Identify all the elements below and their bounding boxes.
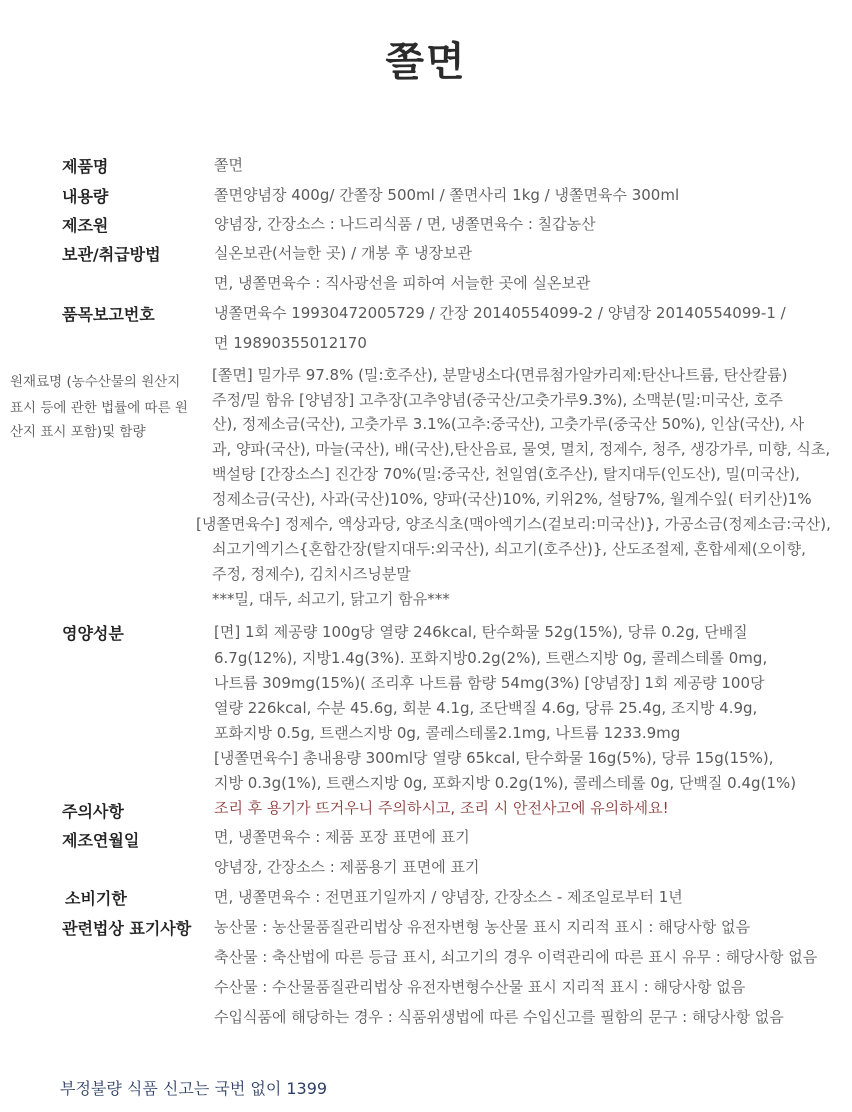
ingredients-line: 산), 정제소금(국산), 고춧가루 3.1%(고추:중국산), 고춧가루(중국산 50%), 인삼(국산), 사 [212, 415, 805, 433]
legal-line: 축산물 : 축산법에 따른 등급 표시, 쇠고기의 경우 이력관리에 따른 표시 유무 : 해당사항 없음 [214, 948, 818, 966]
mfg-date-label: 제조연월일 [62, 831, 140, 850]
nutrition-line: [냉쫄면육수] 총내용량 300ml당 열량 65kcal, 탄수화물 16g(5%), 당류 15g(15%), [214, 749, 774, 767]
contents-label: 내용량 [62, 187, 109, 206]
page-title: 쫄면 [385, 39, 467, 85]
nutrition-line: 지방 0.3g(1%), 트랜스지방 0g, 포화지방 0.2g(1%), 콜레스테롤 0g, 단백질 0.4g(1%) [214, 774, 797, 792]
nutrition-line: 나트륨 309mg(15%)( 조리후 나트륨 함량 54mg(3%) [양념장] 1회 제공량 100당 [214, 674, 765, 692]
ingredients-label-line: 원재료명 (농수산물의 원산지 [10, 374, 181, 390]
report-hotline-footer: 부정불량 식품 신고는 국번 없이 1399 [60, 1079, 328, 1098]
report-number-label: 품목보고번호 [62, 305, 155, 324]
ingredients-line: 주정/밀 함유 [양념장] 고추장(고추양념(중국산/고춧가루9.3%), 소맥분(밀:미국산, 호주 [212, 391, 783, 409]
manufacturer-value: 양념장, 간장소스 : 나드리식품 / 면, 냉쫄면육수 : 칠갑농산 [214, 215, 596, 233]
ingredients-label-line: 표시 등에 관한 법률에 따른 원 [10, 400, 188, 416]
nutrition-line: [면] 1회 제공량 100g당 열량 246kcal, 탄수화물 52g(15%), 당류 0.2g, 단배질 [214, 623, 748, 641]
ingredients-line: 정제소금(국산), 사과(국산)10%, 양파(국산)10%, 키위2%, 설탕7%, 월계수잎( 터키산)1% [212, 490, 812, 508]
legal-line: 농산물 : 농산물품질관리법상 유전자변형 농산물 표시 지리적 표시 : 해당사항 없음 [214, 918, 750, 936]
nutrition-line: 6.7g(12%), 지방1.4g(3%). 포화지방0.2g(2%), 트랜스지방 0g, 콜레스테롤 0mg, [214, 649, 768, 667]
contents-value: 쫄면양념장 400g/ 간쫄장 500ml / 쫄면사리 1kg / 냉쫄면육수 300ml [214, 186, 680, 204]
ingredients-label-line: 산지 표시 포함)및 함량 [10, 424, 146, 440]
caution-value: 조리 후 용기가 뜨거우니 주의하시고, 조리 시 안전사고에 유의하세요! [214, 799, 669, 817]
mfg-date-line: 면, 냉쫄면육수 : 제품 포장 표면에 표기 [214, 828, 470, 846]
expiry-label: 소비기한 [65, 889, 127, 908]
product-name-label: 제품명 [62, 157, 109, 176]
storage-label: 보관/취급방법 [62, 245, 161, 264]
storage-value-line: 실온보관(서늘한 곳) / 개봉 후 냉장보관 [214, 244, 472, 262]
product-name-value: 쫄면 [214, 156, 243, 174]
caution-label: 주의사항 [62, 802, 124, 821]
legal-line: 수산물 : 수산물품질관리법상 유전자변형수산물 표시 지리적 표시 : 해당사항 없음 [214, 978, 746, 996]
ingredients-line: 주정, 정제수), 김치시즈닝분말 [212, 565, 411, 583]
manufacturer-label: 제조원 [62, 216, 109, 235]
ingredients-line: [냉쫄면육수] 정제수, 액상과당, 양조식초(맥아엑기스(겉보리:미국산)}, 가공소금(정제소금:국산), [196, 515, 831, 533]
mfg-date-line: 양념장, 간장소스 : 제품용기 표면에 표기 [214, 858, 480, 876]
legal-line: 수입식품에 해당하는 경우 : 식품위생법에 따른 수입신고를 필함의 문구 : 해당사항 없음 [214, 1008, 784, 1026]
report-number-line: 면 19890355012170 [214, 334, 367, 352]
ingredients-line: [쫄면] 밀가루 97.8% (밀:호주산), 분말냉소다(면류첨가알카리제:탄산나트륨, 탄산칼륨) [212, 366, 788, 384]
report-number-line: 냉쫄면육수 19930472005729 / 간장 20140554099-2 / 양념장 20140554099-1 / [214, 304, 786, 322]
storage-value-line: 면, 냉쫄면육수 : 직사광선을 피하여 서늘한 곳에 실온보관 [214, 274, 591, 292]
ingredients-line: 과, 양파(국산), 마늘(국산), 배(국산),탄산음료, 물엿, 멸치, 정제수, 청주, 생강가루, 미향, 식초, [212, 440, 831, 458]
ingredients-line: 쇠고기엑기스{혼합간장(탈지대두:외국산), 쇠고기(호주산)}, 산도조절제, 혼합세제(오이향, [212, 540, 806, 558]
nutrition-line: 포화지방 0.5g, 트랜스지방 0g, 콜레스테롤2.1mg, 나트륨 1233.9mg [214, 724, 681, 742]
ingredients-line: 백설탕 [간장소스] 진간장 70%(밀:중국산, 천일염(호주산), 탈지대두(인도산), 밀(미국산), [212, 465, 800, 483]
expiry-value: 면, 냉쫄면육수 : 전면표기일까지 / 양념장, 간장소스 - 제조일로부터 1년 [214, 888, 683, 906]
nutrition-line: 열량 226kcal, 수분 45.6g, 회분 4.1g, 조단백질 4.6g, 당류 25.4g, 조지방 4.9g, [214, 699, 758, 717]
legal-label: 관련법상 표기사항 [62, 919, 192, 938]
allergen-notice: ***밀, 대두, 쇠고기, 닭고기 함유*** [212, 590, 450, 608]
nutrition-label: 영양성분 [62, 624, 124, 643]
